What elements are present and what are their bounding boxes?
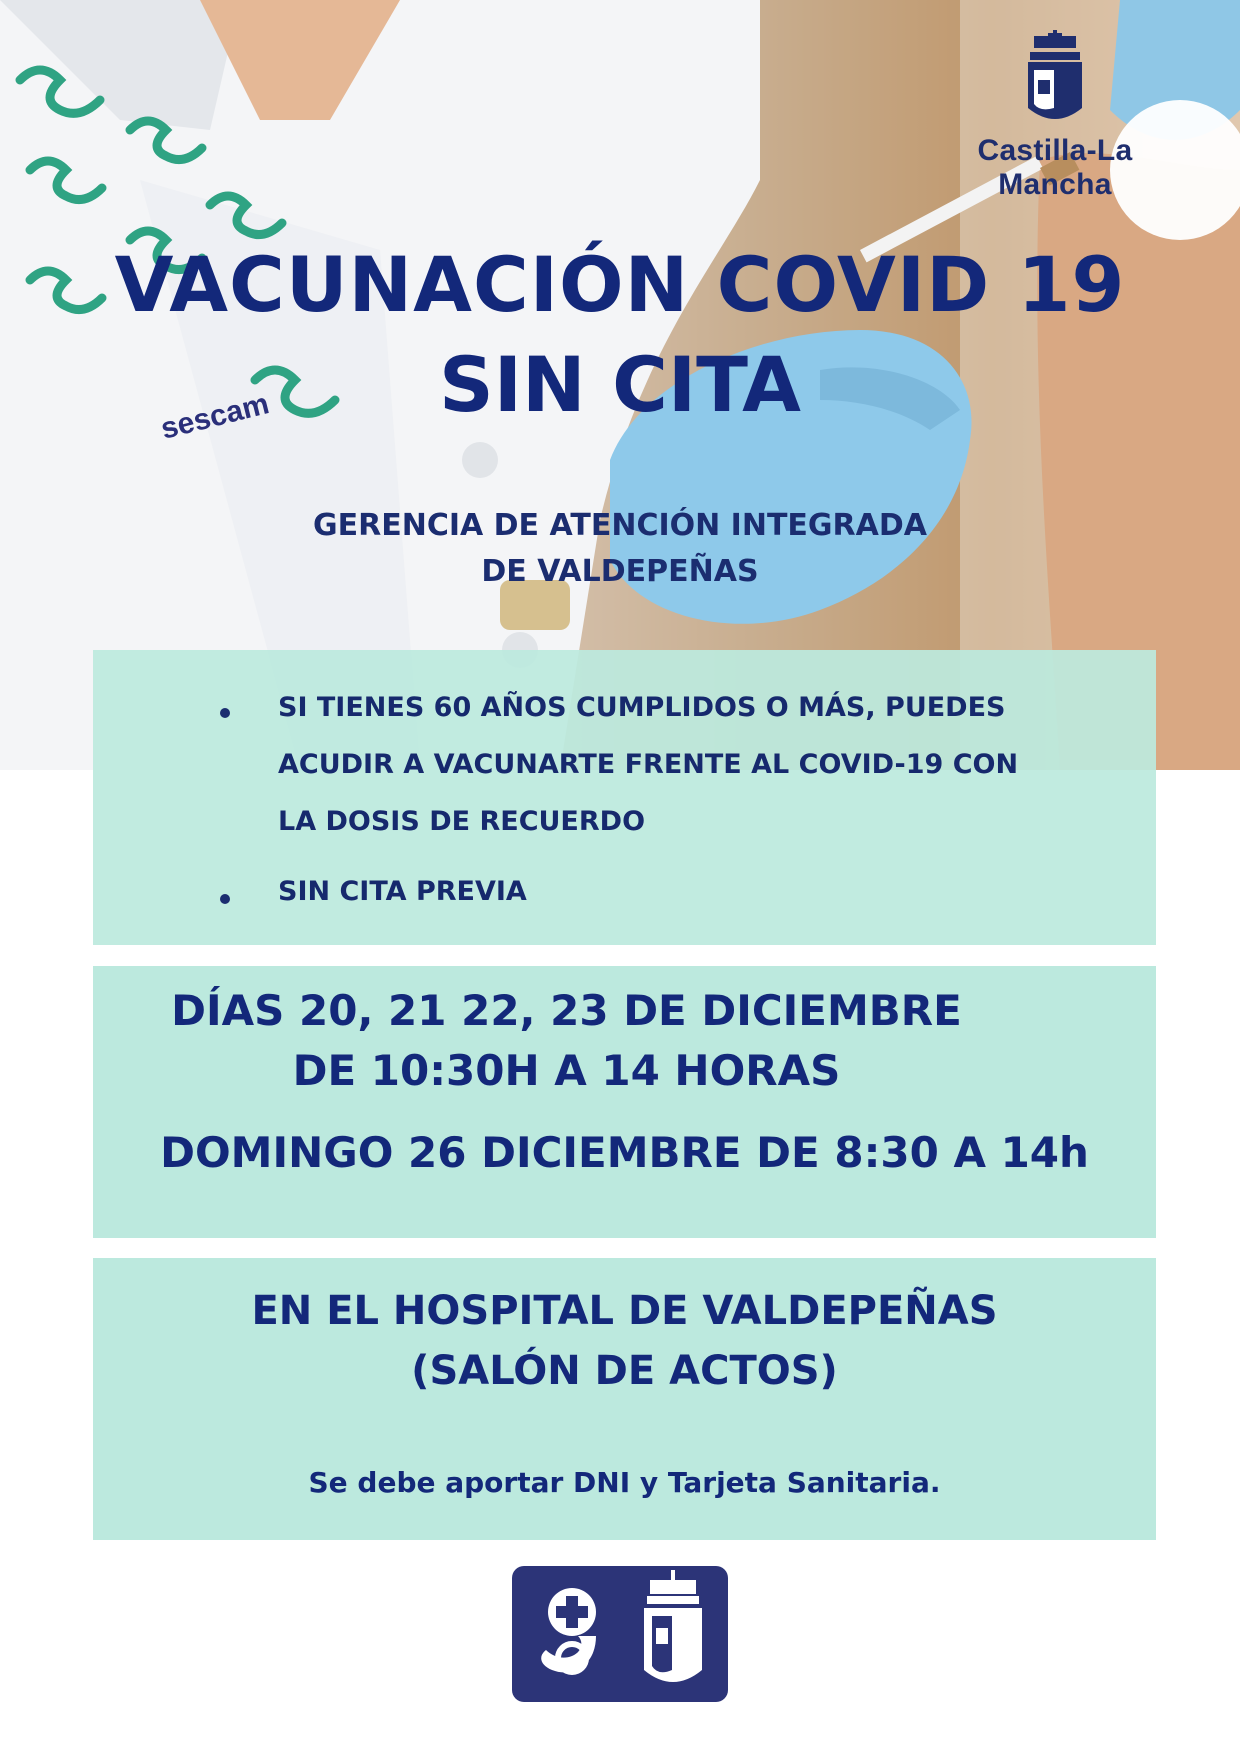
info-bullet1-line1: SI TIENES 60 AÑOS CUMPLIDOS O MÁS, PUEDES xyxy=(278,692,1006,723)
location-note: Se debe aportar DNI y Tarjeta Sanitaria. xyxy=(308,1466,941,1499)
castilla-la-mancha-logo xyxy=(930,30,1180,202)
schedule-days: DÍAS 20, 21 22, 23 DE DICIEMBRE xyxy=(171,986,962,1035)
subtitle-line2: DE VALDEPEÑAS xyxy=(481,554,759,589)
schedule-hours: DE 10:30H A 14 HORAS xyxy=(292,1046,841,1095)
schedule-sunday: DOMINGO 26 DICIEMBRE DE 8:30 A 14h xyxy=(160,1128,1089,1177)
info-bullet1-line3: LA DOSIS DE RECUERDO xyxy=(278,806,646,837)
sescam-badge: sescam xyxy=(157,387,273,446)
main-title: VACUNACIÓN COVID 19 xyxy=(114,240,1126,329)
location-box xyxy=(93,1258,1156,1540)
coat-of-arms-icon xyxy=(1020,30,1090,130)
sescam-jccm-icon xyxy=(512,1566,728,1702)
info-box xyxy=(93,650,1156,945)
bullet-dot xyxy=(220,894,230,904)
location-room: (SALÓN DE ACTOS) xyxy=(411,1348,838,1394)
castilla-la-mancha-text: Castilla-La Mancha xyxy=(977,134,1133,201)
info-bullet1-line2: ACUDIR A VACUNARTE FRENTE AL COVID-19 CON xyxy=(278,749,1019,780)
main-title-line2: SIN CITA xyxy=(439,340,801,429)
location-place: EN EL HOSPITAL DE VALDEPEÑAS xyxy=(251,1288,998,1334)
footer-logo xyxy=(512,1566,728,1702)
info-bullet2: SIN CITA PREVIA xyxy=(278,876,527,907)
subtitle-line1: GERENCIA DE ATENCIÓN INTEGRADA xyxy=(313,508,927,543)
schedule-box xyxy=(93,966,1156,1238)
bullet-dot xyxy=(220,708,230,718)
